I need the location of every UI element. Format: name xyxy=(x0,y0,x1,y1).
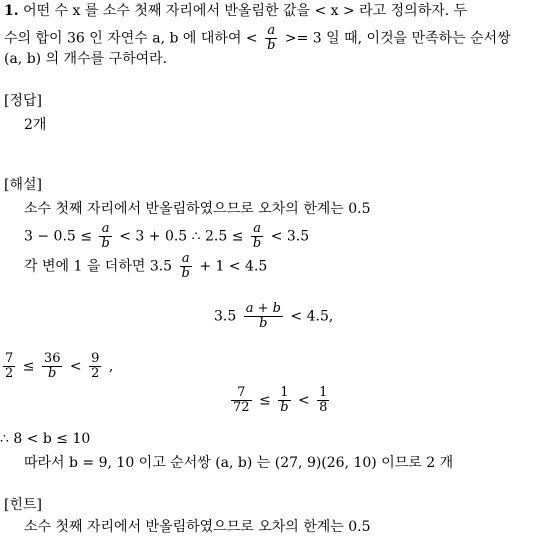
problem-line-2 xyxy=(4,24,511,53)
answer-header: [정답] xyxy=(4,93,42,109)
problem-text-2a: 수의 합이 36 인 자연수 a, b 에 대하여 < xyxy=(4,30,258,47)
fraction-denominator: b xyxy=(101,236,110,251)
hint-line-1: 소수 첫째 자리에서 반올림하였으므로 오차의 한계는 0.5 xyxy=(24,519,371,535)
fraction-denominator: 2 xyxy=(5,366,14,381)
solution-fraction-6b xyxy=(278,386,290,415)
fraction-numerator: a xyxy=(101,221,110,236)
fraction-denominator: b xyxy=(280,400,289,415)
solution-line-2 xyxy=(24,222,309,251)
problem-line-1 xyxy=(4,2,467,20)
solution-line-1: 소수 첫째 자리에서 반올림하였으므로 오차의 한계는 0.5 xyxy=(24,201,371,217)
solution-text-6a: ≤ xyxy=(259,392,271,409)
solution-line-4 xyxy=(214,302,333,331)
fraction-numerator: 36 xyxy=(43,351,61,366)
problem-text-3: (a, b) 의 개수를 구하여라. xyxy=(4,51,168,67)
fraction-numerator: 7 xyxy=(5,351,14,366)
hint-header: [힌트] xyxy=(4,497,42,513)
solution-line-5 xyxy=(0,352,113,381)
solution-fraction-3 xyxy=(180,252,192,281)
fraction-numerator: 7 xyxy=(237,385,246,400)
fraction-denominator: b xyxy=(181,266,190,281)
fraction-denominator: b xyxy=(267,38,276,53)
problem-text-1: 어떤 수 x 를 소수 첫째 자리에서 반올림한 값을 < x > 라고 정의하자. 두 xyxy=(23,3,468,19)
solution-line-7: ∴ 8 < b ≤ 10 xyxy=(0,431,91,447)
solution-fraction-6a xyxy=(231,386,252,415)
answer-value: 2개 xyxy=(24,117,47,133)
solution-text-2b: < 3 + 0.5 ∴ 2.5 ≤ xyxy=(119,228,244,245)
fraction-numerator: a xyxy=(181,251,190,266)
solution-text-2a: 3 − 0.5 ≤ xyxy=(24,228,92,245)
solution-line-3 xyxy=(24,252,267,281)
solution-text-3a: 각 변에 1 을 더하면 3.5 xyxy=(24,258,173,275)
problem-number: 1. xyxy=(4,3,19,19)
solution-text-4a: 3.5 xyxy=(214,308,237,325)
problem-line-3 xyxy=(4,50,167,68)
solution-fraction-6c xyxy=(317,386,329,415)
solution-fraction-5b xyxy=(42,352,63,381)
solution-text-5c: , xyxy=(108,358,114,375)
solution-text-3b: + 1 < 4.5 xyxy=(199,258,268,275)
solution-text-5b: < xyxy=(69,358,82,375)
fraction-denominator: b xyxy=(48,366,57,381)
solution-text-2c: < 3.5 xyxy=(270,228,310,245)
solution-text-6b: < xyxy=(297,392,310,409)
problem-text-2b: >= 3 일 때, 이것을 만족하는 순서쌍 xyxy=(284,30,511,47)
solution-line-8: 따라서 b = 9, 10 이고 순서쌍 (a, b) 는 (27, 9)(26, 10) 이므로 2 개 xyxy=(24,455,454,471)
fraction-numerator: a xyxy=(267,23,276,38)
fraction-numerator: 9 xyxy=(91,351,100,366)
fraction-denominator: 72 xyxy=(233,400,250,415)
solution-text-4b: < 4.5, xyxy=(290,308,334,325)
solution-fraction-5c xyxy=(89,352,101,381)
fraction-numerator: a + b xyxy=(245,301,281,316)
fraction-denominator: 8 xyxy=(319,400,328,415)
solution-fraction-2b xyxy=(251,222,263,251)
fraction-denominator: b xyxy=(252,236,262,251)
solution-header: [해설] xyxy=(4,177,42,193)
problem-fraction xyxy=(265,24,277,53)
solution-text-5a: ≤ xyxy=(22,358,35,375)
fraction-numerator: a xyxy=(253,221,261,236)
solution-line-6 xyxy=(228,386,332,415)
solution-fraction-5a xyxy=(3,352,15,381)
fraction-denominator: b xyxy=(259,316,268,331)
fraction-numerator: 1 xyxy=(319,385,328,400)
fraction-denominator: 2 xyxy=(91,366,100,381)
solution-fraction-2a xyxy=(99,222,111,251)
solution-fraction-4 xyxy=(244,302,283,331)
fraction-numerator: 1 xyxy=(280,385,289,400)
